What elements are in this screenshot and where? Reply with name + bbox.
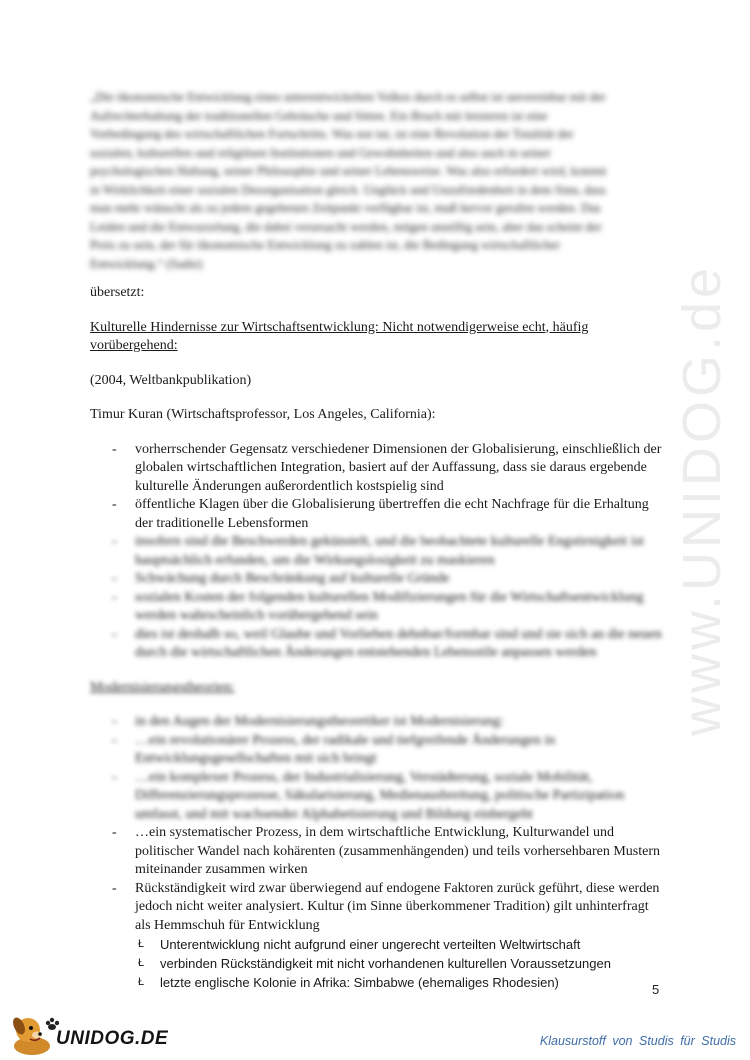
list-item: - sozialen Kosten der folgenden kulturellen Modifizierungen für die Wirtschaftsentwicklung werden wahrscheinlich vorübergehend sein [90,589,665,626]
quote-line: Leiden und die Entwurzelung, die dabei verursacht werden, mögen unstillig sein, aber das scheint der [90,219,602,234]
translated-label: übersetzt: [90,285,145,300]
publication-note: (2004, Weltbankpublikation) [90,372,252,388]
quote-line: „Die ökonomische Entwicklung eines unterentwickelten Volkes durch es selbst ist unvereinbar mit der [90,90,606,104]
modernization-list [90,713,665,935]
sublist-item [90,954,665,973]
quote-line: Preis zu sein, der für ökonomische Entwicklung zu zahlen ist, die Bedingung wirtschaftlicher [90,238,561,252]
page-number: 5 [652,982,660,997]
document-page [90,88,665,992]
cultural-obstacles-list [90,441,665,663]
watermark-text: www.UNIDOG.de [672,263,732,737]
quote-line: Vorbedingung des wirtschaftlichen Fortschritts. Was not tut, ist eine Revolution der Totalität der [90,127,574,141]
sublist-marker: Ł [138,976,145,988]
sublist-marker: Ł [138,957,145,969]
list-item: - Schwächung durch Beschränkung auf kulturelle Gründe [90,570,665,589]
sublist [90,935,665,992]
list-item: - in den Augen der Modernisierungstheoretiker ist Modernisierung: [90,713,665,732]
list-item: - …ein systematischer Prozess, in dem wirtschaftliche Entwicklung, Kulturwandel und politischer Wandel nach kohärenten (zusammenhängenden) und teils vorhersehbaren Mustern miteinander zusammen wirken [90,824,665,880]
unidog-logo [0,1008,169,1058]
quote-line: sozialen, kulturellen und religiösen Institutionen und Gewohnheiten und also auch in seiner [90,145,551,160]
list-item: - …ein revolutionärer Prozess, der radikale und tiefgreifende Änderungen in Entwicklungsgesellschaften mit sich bringt [90,732,665,769]
sublist-item [90,973,665,992]
quote-block [90,88,665,273]
logo-text: UNIDOG.DE [56,1028,169,1049]
section-heading-modernization: Modernisierungstheorien: [90,679,235,695]
list-item: - dies ist deshalb so, weil Glaube und Vorlieben dehnbar/formbar sind und sie sich an die neuen durch die wirtschaftlichen Änderungen entstehenden Lebensstile anpassen werden [90,626,665,663]
list-item: - …ein komplexer Prozess, der Industrialisierung, Verstädterung, soziale Mobilität, Differenzierungsprozesse, Säkularisierung, Medienausbreitung, politische Partizipation umfasst, und mit wachsender Alphabetisierung und Bildung einhergeht [90,769,665,825]
sublist-marker: Ł [138,938,145,950]
sublist-item [90,935,665,954]
list-item: - öffentliche Klagen über die Globalisierung übertreffen die echt Nachfrage für die Erhaltung der traditionelle Lebensformen [90,496,665,533]
sublist-text: letzte englische Kolonie in Afrika: Simbabwe (ehemaliges Rhodesien) [160,975,559,990]
footer-slogan: Klausurstoff von Studis für Studis [539,1034,736,1048]
watermark [672,260,732,740]
list-item: - Rückständigkeit wird zwar überwiegend auf endogene Faktoren zurück geführt, diese werden jedoch nicht weiter analysiert. Kultur (im Sinne überkommener Tradition) gilt unhinterfragt als Hemmschuh für Entwicklung [90,880,665,936]
list-item: - vorherrschender Gegensatz verschiedener Dimensionen der Globalisierung, einschließlich der globalen wirtschaftlichen Integration, basiert auf der Auffassung, dass sie daraus ergebende kulturelle Änderungen außerordentlich kostspielig sind [90,441,665,497]
section-heading-cultural: Kulturelle Hindernisse zur Wirtschaftsentwicklung: Nicht notwendigerweise echt, häufig vorübergehend: [90,319,589,353]
dog-mascot-icon [2,1008,62,1058]
quote-line: man mehr wünscht als zu jedem gegebenen Zeitpunkt verfügbar ist, muß hervor gerufen werden. Das [90,201,601,215]
author-line: Timur Kuran (Wirtschaftsprofessor, Los Angeles, California): [90,407,436,422]
quote-line: Entwicklung.“ (Sadie) [90,256,203,271]
quote-line: in Wirklichkeit einer sozialen Desorganisation gleich. Unglück und Unzufriedenheit in dem Sinn, dass [90,182,606,197]
quote-line: Aufrechterhaltung der traditionellen Gebräuche und Sitten. Ein Bruch mit letzteren ist eine [90,108,548,123]
sublist-text: verbinden Rückständigkeit mit nicht vorhandenen kulturellen Voraussetzungen [160,956,611,971]
sublist-text: Unterentwicklung nicht aufgrund einer ungerecht verteilten Weltwirtschaft [160,937,581,952]
list-item: - insofern sind die Beschwerden gekünstelt, und die beobachtete kulturelle Engstirnigkeit ist hauptsächlich erfunden, um die Wirkungslosigkeit zu maskieren [90,533,665,570]
quote-line: psychologischen Haltung, seiner Philosophie und seiner Lebensweise. Was also erfordert wird, kommt [90,164,607,178]
